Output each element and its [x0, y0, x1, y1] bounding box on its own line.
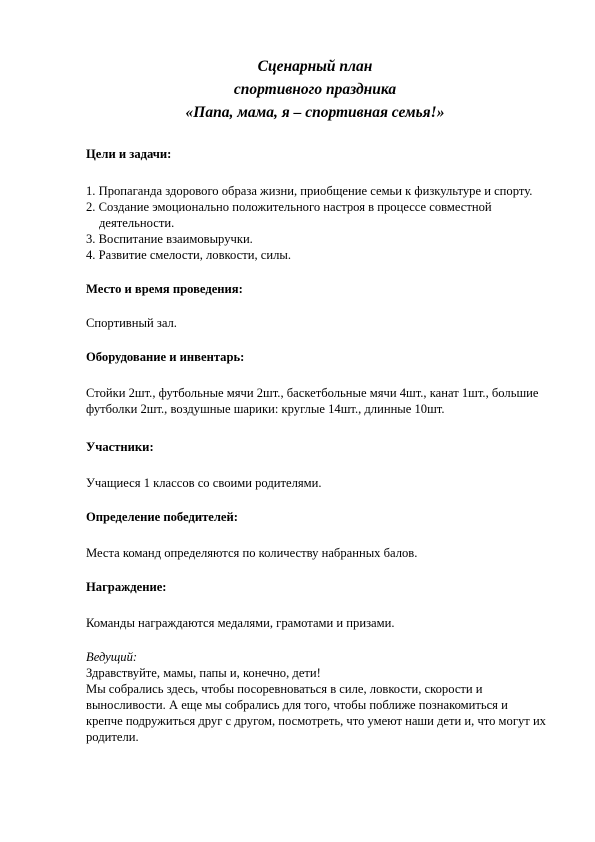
- goals-heading: Цели и задачи:: [86, 147, 172, 161]
- equipment-heading: Оборудование и инвентарь:: [86, 350, 245, 364]
- equipment-text: Стойки 2шт., футбольные мячи 2шт., баскетбольные мячи 4шт., канат 1шт., большие футболки 2шт., воздушные шарики: круглые 14шт., длинные 10шт.: [86, 386, 539, 416]
- title-line-2: спортивного праздника: [233, 81, 397, 98]
- goals-item-3: 3. Воспитание взаимовыручки.: [86, 232, 253, 246]
- participants-heading: Участники:: [86, 440, 154, 454]
- goals-item-1: 1. Пропаганда здорового образа жизни, приобщение семьи к физкультуре и спорту.: [86, 184, 533, 198]
- document-title: [0, 55, 595, 124]
- winners-heading: Определение победителей:: [86, 510, 238, 524]
- place-heading: Место и время проведения:: [86, 282, 243, 296]
- winners-text: Места команд определяются по количеству набранных балов.: [86, 546, 418, 560]
- title-line-3: «Папа, мама, я – спортивная семья!»: [185, 104, 445, 121]
- title-line-1: Сценарный план: [257, 58, 373, 75]
- host-line-2: Мы собрались здесь, чтобы посоревноваться в силе, ловкости, скорости и выносливости. А еще мы собрались для того, чтобы поближе познакомиться и крепче подружиться друг с другом, посмотреть, что умеют наши дети и, что могут их родители.: [86, 682, 546, 744]
- host-label: Ведущий:: [86, 650, 138, 664]
- goals-item-2: 2. Создание эмоционально положительного настроя в процессе совместной деятельности.: [86, 200, 492, 230]
- place-text: Спортивный зал.: [86, 316, 177, 330]
- award-heading: Награждение:: [86, 580, 167, 594]
- award-text: Команды награждаются медалями, грамотами и призами.: [86, 616, 395, 630]
- goals-item-4: 4. Развитие смелости, ловкости, силы.: [86, 248, 291, 262]
- goals-list: [86, 183, 546, 263]
- participants-text: Учащиеся 1 классов со своими родителями.: [86, 476, 322, 490]
- document-body: [86, 146, 546, 745]
- host-line-1: Здравствуйте, мамы, папы и, конечно, дети!: [86, 666, 321, 680]
